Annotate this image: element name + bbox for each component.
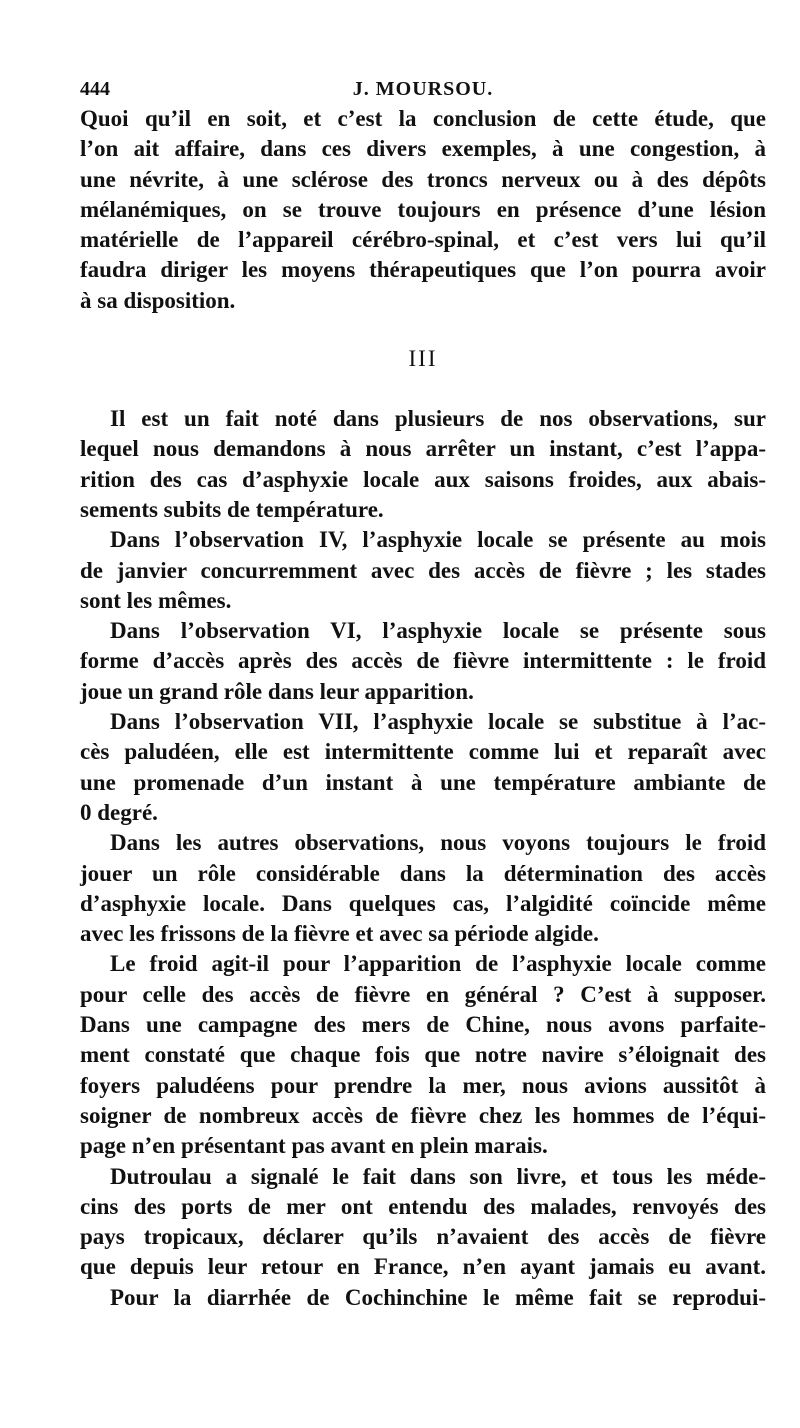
text-line: l’on ait affaire, dans ces divers exemples, à une congestion, à [80, 136, 766, 162]
paragraph [80, 707, 766, 828]
text-line: soigner de nombreux accès de fièvre chez les hommes de l’équi- [80, 1102, 766, 1128]
text-line: une névrite, à une sclérose des troncs nerveux ou à des dépôts [80, 166, 766, 192]
paragraph [80, 828, 766, 949]
paragraph [80, 949, 766, 1161]
text-line: Le froid agit-il pour l’apparition de l’asphyxie locale comme [110, 951, 766, 977]
text-line: jouer un rôle considérable dans la détermination des accès [80, 860, 766, 886]
text-line: que depuis leur retour en France, n’en ayant jamais eu avant. [80, 1254, 766, 1280]
text-line: d’asphyxie locale. Dans quelques cas, l’algidité coïncide même [80, 890, 766, 916]
text-line: 0 degré. [80, 799, 158, 825]
text-line: lequel nous demandons à nous arrêter un instant, c’est l’appa- [80, 436, 766, 462]
section-heading: III [408, 346, 438, 372]
text-line: pays tropicaux, déclarer qu’ils n’avaient des accès de fièvre [80, 1224, 766, 1250]
text-line: Dans les autres observations, nous voyons toujours le froid [110, 830, 766, 856]
page-number: 444 [80, 78, 110, 100]
text-line: cès paludéen, elle est intermittente comme lui et reparaît avec [80, 739, 766, 765]
paragraph [80, 616, 766, 707]
paragraph [80, 1283, 766, 1313]
text-line: joue un grand rôle dans leur apparition. [80, 678, 474, 704]
text-line: mélanémiques, on se trouve toujours en présence d’une lésion [80, 196, 766, 222]
text-line: foyers paludéens pour prendre la mer, nous avions aussitôt à [80, 1072, 766, 1098]
text-line: à sa disposition. [80, 287, 236, 313]
text-line: page n’en présentant pas avant en plein marais. [80, 1133, 548, 1159]
text-line: Il est un fait noté dans plusieurs de nos observations, sur [110, 406, 766, 432]
body-text [80, 104, 766, 1313]
text-line: forme d’accès après des accès de fièvre intermittente : le froid [80, 648, 766, 674]
text-line: Dans l’observation IV, l’asphyxie locale se présente au mois [110, 527, 766, 553]
text-line: Dans l’observation VII, l’asphyxie locale se substitue à l’ac- [110, 709, 766, 735]
text-line: matérielle de l’appareil cérébro-spinal, et c’est vers lui qu’il [80, 227, 766, 253]
text-line: Dans une campagne des mers de Chine, nous avons parfaite- [80, 1012, 766, 1038]
paragraph [80, 525, 766, 616]
text-line: cins des ports de mer ont entendu des malades, renvoyés des [80, 1193, 766, 1219]
text-line: sements subits de température. [80, 496, 384, 522]
text-line: Pour la diarrhée de Cochinchine le même fait se reprodui- [110, 1284, 766, 1310]
running-title: J. MOURSOU. [352, 78, 494, 100]
document-page [80, 74, 766, 1313]
running-head [80, 74, 766, 104]
text-line: une promenade d’un instant à une température ambiante de [80, 769, 766, 795]
text-line: pour celle des accès de fièvre en général ? C’est à supposer. [80, 981, 766, 1007]
text-line: ment constaté que chaque fois que notre navire s’éloignait des [80, 1042, 766, 1068]
text-line: sont les mêmes. [80, 587, 232, 613]
text-line: Dutroulau a signalé le fait dans son livre, et tous les méde- [110, 1163, 766, 1189]
text-line: de janvier concurremment avec des accès de fièvre ; les stades [80, 557, 766, 583]
paragraph-conclusion [80, 104, 766, 316]
paragraph [80, 404, 766, 525]
text-line: Dans l’observation VI, l’asphyxie locale se présente sous [110, 618, 766, 644]
text-line: rition des cas d’asphyxie locale aux saisons froides, aux abais- [80, 466, 766, 492]
text-line: avec les frissons de la fièvre et avec sa période algide. [80, 921, 599, 947]
text-line: Quoi qu’il en soit, et c’est la conclusion de cette étude, que [80, 106, 766, 131]
paragraph [80, 1162, 766, 1283]
text-line: faudra diriger les moyens thérapeutiques que l’on pourra avoir [80, 257, 766, 283]
